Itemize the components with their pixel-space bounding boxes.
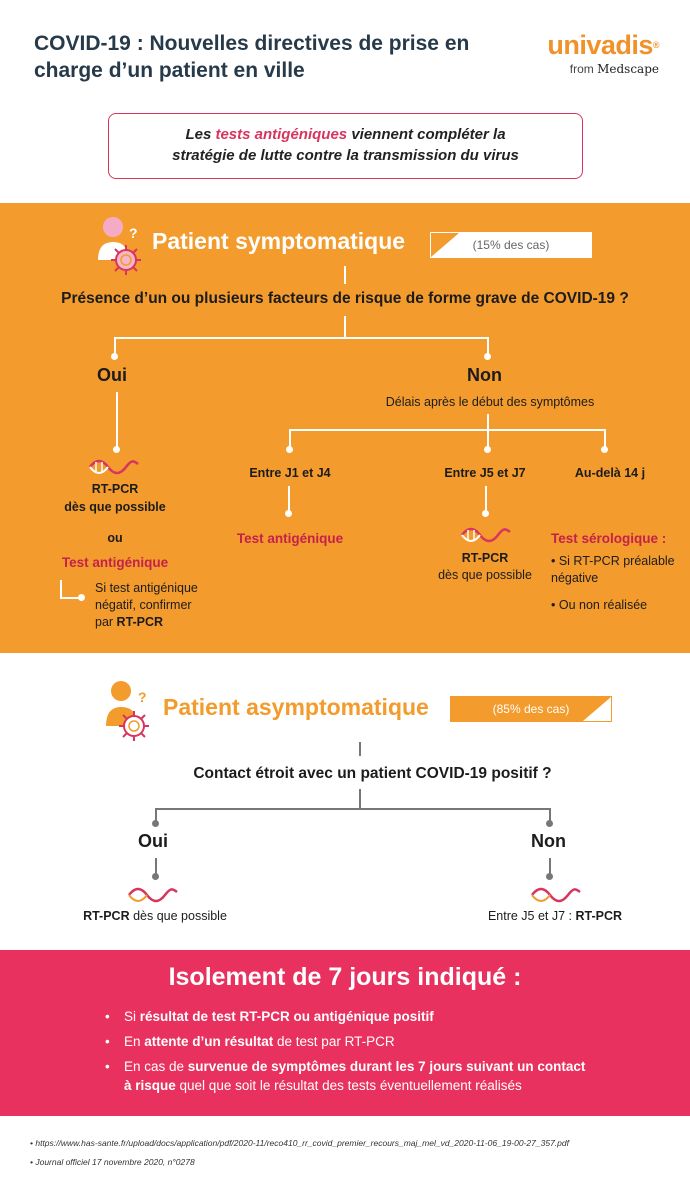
oui-rtpcr-sub: dès que possible xyxy=(64,500,166,514)
connector-dot xyxy=(78,594,85,601)
connector-dot xyxy=(484,353,491,360)
isolation-item xyxy=(124,1057,664,1095)
asy-non-label: Non xyxy=(531,831,566,851)
isolation-title: Isolement de 7 jours indiqué : xyxy=(168,963,522,991)
iso1-prefix: Si xyxy=(124,1009,140,1024)
connector xyxy=(60,580,62,598)
asy-oui-bold: RT-PCR xyxy=(83,909,130,923)
oui-note-line3-prefix: par xyxy=(95,615,117,629)
intro-prefix: Les xyxy=(185,126,216,143)
connector xyxy=(344,266,346,284)
oui-rtpcr: RT-PCR xyxy=(91,482,139,496)
connector xyxy=(344,316,346,338)
logo-brand: univadis xyxy=(547,30,653,60)
col2-rtpcr: RT-PCR xyxy=(461,551,509,565)
intro-highlight: tests antigéniques xyxy=(215,126,348,143)
col3-test-serologique: Test sérologique : xyxy=(551,531,667,546)
col3-label: Au-delà 14 j xyxy=(574,466,646,480)
connector-dot xyxy=(482,510,489,517)
iso3-bold1: survenue de symptômes durant les 7 jours suivant un contact xyxy=(187,1059,586,1074)
symptomatic-title: Patient symptomatique xyxy=(152,228,406,254)
oui-note-line1: Si test antigénique xyxy=(95,581,198,595)
dna-strand-icon xyxy=(88,458,140,476)
iso3-bold2: à risque xyxy=(124,1078,176,1093)
symptomatic-badge xyxy=(430,232,592,258)
symptomatic-badge-text: (15% des cas) xyxy=(472,238,550,252)
connector-dot xyxy=(601,446,608,453)
connector xyxy=(359,789,361,809)
dna-strand-icon xyxy=(127,886,179,904)
isolation-item xyxy=(124,1032,664,1051)
asy-oui-rest: dès que possible xyxy=(129,909,227,923)
intro-line2: stratégie de lutte contre la transmission du virus xyxy=(172,147,519,164)
page-title: COVID-19 : Nouvelles directives de prise en charge d’un patient en ville xyxy=(34,32,470,82)
connector xyxy=(487,414,489,430)
col3-item1-line2: négative xyxy=(551,571,599,585)
intro-line1: viennent compléter la xyxy=(347,126,506,143)
connector xyxy=(155,808,551,810)
asymptomatic-badge xyxy=(450,696,612,722)
connector-dot xyxy=(286,446,293,453)
col3-item1-line1: • Si RT-PCR préalable xyxy=(551,554,675,568)
svg-text:?: ? xyxy=(138,689,147,705)
intro-box xyxy=(108,113,583,179)
col2-label: Entre J5 et J7 xyxy=(444,466,526,480)
iso3-prefix: En cas de xyxy=(124,1059,188,1074)
connector-dot xyxy=(546,820,553,827)
iso3-rest: quel que soit le résultat des tests éventuellement réalisés xyxy=(175,1078,522,1093)
oui-note-line2: négatif, confirmer xyxy=(95,598,192,612)
col3-item1 xyxy=(551,553,686,587)
connector xyxy=(114,337,489,339)
svg-text:?: ? xyxy=(129,225,138,241)
connector-dot xyxy=(152,820,159,827)
iso2-prefix: En xyxy=(124,1034,145,1049)
asy-non-bold: RT-PCR xyxy=(575,909,623,923)
risk-question: Présence d’un ou plusieurs facteurs de risque de forme grave de COVID-19 ? xyxy=(61,290,629,307)
reference-link[interactable]: • https://www.has-sante.fr/upload/docs/application/pdf/2020-11/reco410_rr_covid_premier_recours_maj_mel_vd_2020-11-06_19-00-27_357.pdf xyxy=(30,1134,569,1153)
asy-oui-label: Oui xyxy=(138,831,168,851)
oui-note-line3-bold: RT-PCR xyxy=(116,615,164,629)
isolation-item xyxy=(124,1007,664,1026)
iso2-rest: de test par RT-PCR xyxy=(273,1034,395,1049)
asymptomatic-badge-text: (85% des cas) xyxy=(492,702,570,716)
isolation-list xyxy=(124,1007,664,1101)
oui-ou: ou xyxy=(107,531,123,545)
contact-question: Contact étroit avec un patient COVID-19 positif ? xyxy=(193,765,552,782)
dna-strand-icon xyxy=(460,526,512,544)
col3-item2: • Ou non réalisée xyxy=(551,598,648,612)
logo-from: from xyxy=(569,62,594,76)
oui-label: Oui xyxy=(97,365,127,385)
connector xyxy=(359,742,361,756)
reference-journal: • Journal officiel 17 novembre 2020, n°0278 xyxy=(30,1153,569,1172)
asy-non-prefix: Entre J5 et J7 : xyxy=(487,909,576,923)
connector-dot xyxy=(285,510,292,517)
col1-label: Entre J1 et J4 xyxy=(249,466,331,480)
connector xyxy=(116,392,118,448)
connector xyxy=(288,486,290,512)
col2-rtpcr-sub: dès que possible xyxy=(438,568,532,582)
delay-label: Délais après le début des symptômes xyxy=(385,395,595,409)
connector xyxy=(289,429,606,431)
oui-note xyxy=(95,580,235,631)
univadis-logo: univadis® from Medscape xyxy=(547,30,659,76)
virus-icon xyxy=(110,244,142,276)
connector-dot xyxy=(546,873,553,880)
connector-dot xyxy=(111,353,118,360)
references xyxy=(30,1134,569,1172)
connector xyxy=(485,486,487,512)
connector-dot xyxy=(113,446,120,453)
iso2-bold: attente d’un résultat xyxy=(144,1034,274,1049)
iso1-bold: résultat de test RT-PCR ou antigénique positif xyxy=(139,1009,434,1024)
non-label: Non xyxy=(467,365,502,385)
col1-test-antigenique: Test antigénique xyxy=(236,531,344,546)
dna-strand-icon xyxy=(530,886,582,904)
connector-dot xyxy=(152,873,159,880)
asy-oui-text xyxy=(40,908,270,925)
virus-icon xyxy=(118,710,150,742)
oui-test-antigenique: Test antigénique xyxy=(61,555,169,570)
asy-non-text xyxy=(450,908,660,925)
connector-dot xyxy=(484,446,491,453)
connector xyxy=(60,597,80,599)
asymptomatic-title: Patient asymptomatique xyxy=(163,694,429,720)
logo-medscape: Medscape xyxy=(597,62,659,76)
